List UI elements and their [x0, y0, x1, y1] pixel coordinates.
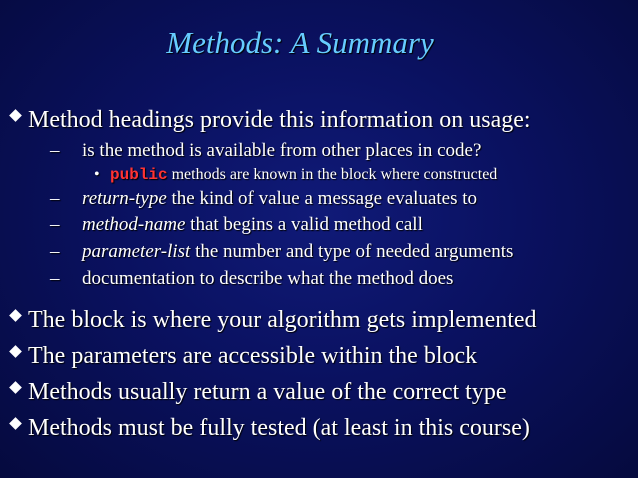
- dot-bullet-icon: •: [94, 166, 100, 183]
- public-keyword: public: [110, 166, 168, 184]
- bullet-block: [28, 306, 537, 334]
- method-name-term: method-name: [82, 214, 186, 235]
- sub-bullet-availability: [50, 140, 482, 162]
- dash-bullet-icon: –: [50, 188, 60, 209]
- bullet-parameters: [28, 342, 477, 370]
- dash-bullet-icon: –: [50, 214, 60, 235]
- sub-sub-bullet-text: methods are known in the block where constructed: [167, 166, 498, 183]
- bullet-tested: [28, 414, 530, 442]
- diamond-bullet-icon: [9, 109, 22, 122]
- bullet-text: Method headings provide this information on usage:: [28, 107, 531, 133]
- sub-bullet-text: is the method is available from other places in code?: [82, 140, 482, 161]
- dash-bullet-icon: –: [50, 241, 60, 262]
- sub-bullet-text: documentation to describe what the method does: [82, 268, 454, 289]
- parameter-list-term: parameter-list: [82, 241, 191, 262]
- sub-bullet-method-name: [50, 214, 423, 236]
- return-type-term: return-type: [82, 188, 167, 209]
- bullet-return-value: [28, 378, 507, 406]
- bullet-text: The block is where your algorithm gets implemented: [28, 307, 537, 333]
- sub-bullet-text: the number and type of needed arguments: [190, 241, 514, 262]
- sub-bullet-text: the kind of value a message evaluates to: [166, 188, 478, 209]
- bullet-text: Methods usually return a value of the correct type: [28, 379, 507, 405]
- sub-sub-bullet-public: [94, 165, 498, 185]
- sub-bullet-documentation: [50, 268, 454, 290]
- dash-bullet-icon: –: [50, 140, 60, 161]
- bullet-method-headings: [28, 106, 531, 134]
- diamond-bullet-icon: [9, 381, 22, 394]
- dash-bullet-icon: –: [50, 268, 60, 289]
- slide-title: Methods: A Summary: [166, 25, 434, 60]
- sub-bullet-return-type: [50, 188, 478, 210]
- bullet-text: Methods must be fully tested (at least in this course): [28, 415, 530, 441]
- sub-bullet-text: that begins a valid method call: [185, 214, 423, 235]
- diamond-bullet-icon: [9, 309, 22, 322]
- diamond-bullet-icon: [9, 345, 22, 358]
- sub-bullet-parameter-list: [50, 241, 514, 263]
- bullet-text: The parameters are accessible within the block: [28, 343, 478, 369]
- diamond-bullet-icon: [9, 417, 22, 430]
